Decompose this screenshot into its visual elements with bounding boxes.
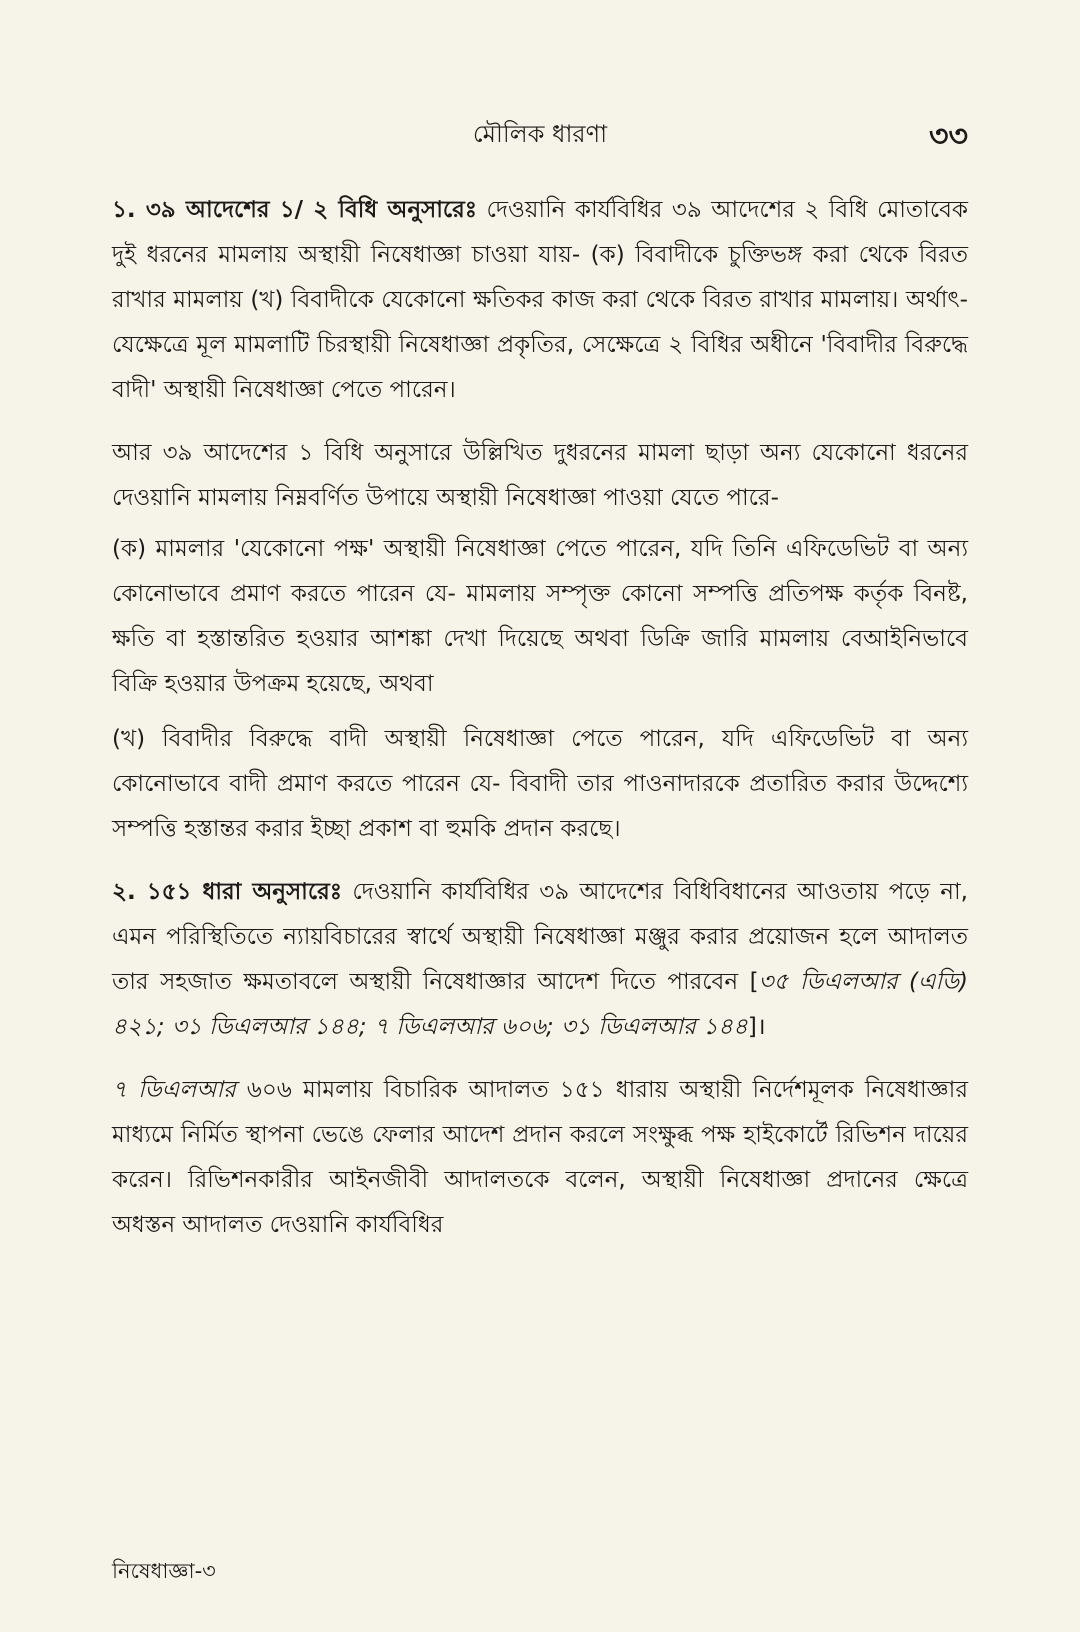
running-title: মৌলিক ধারণা xyxy=(472,120,608,148)
case-citation: ৭ ডিএলআর xyxy=(112,1077,236,1103)
paragraph-text: (খ) বিবাদীর বিরুদ্ধে বাদী অস্থায়ী নিষেধাজ্ঞা পেতে পারেন, যদি এফিডেভিট বা অন্য কোনোভাবে বাদী প্রমাণ করতে পারেন যে- বিবাদী তার পাওনাদারকে প্রতারিত করার উদ্দেশ্যে সম্পত্তি হস্তান্তর করার ইচ্ছা প্রকাশ বা হুমকি প্রদান করছে। xyxy=(112,726,968,842)
page-header xyxy=(112,112,968,152)
paragraph-text: দেওয়ানি কার্যবিধির ৩৯ আদেশের ২ বিধি মোতাবেক দুই ধরনের মামলায় অস্থায়ী নিষেধাজ্ঞা চাওয়া যায়- (ক) বিবাদীকে চুক্তিভঙ্গ করা থেকে বিরত রাখার মামলায় (খ) বিবাদীকে যেকোনো ক্ষতিকর কাজ করা থেকে বিরত রাখার মামলায়। অর্থাৎ- যেক্ষেত্রে মূল মামলাটি চিরস্থায়ী নিষেধাজ্ঞা প্রকৃতির, সেক্ষেত্রে ২ বিধির অধীনে 'বিবাদীর বিরুদ্ধে বাদী' অস্থায়ী নিষেধাজ্ঞা পেতে পারেন। xyxy=(112,197,968,403)
paragraph-rule-39-2 xyxy=(112,188,968,413)
section-heading-1: ১. ৩৯ আদেশের ১/ ২ বিধি অনুসারেঃ xyxy=(112,197,478,223)
paragraph-text-tail: ]। xyxy=(747,1014,766,1040)
footer-signature: নিষেধাজ্ঞা-৩ xyxy=(112,1559,216,1583)
page-body xyxy=(112,188,968,1266)
paragraph-text: দেওয়ানি কার্যবিধির ৩৯ আদেশের বিধিবিধানের আওতায় পড়ে না, এমন পরিস্থিতিতে ন্যায়বিচারের স্বার্থে অস্থায়ী নিষেধাজ্ঞা মঞ্জুর করার প্রয়োজন হলে আদালত তার সহজাত ক্ষমতাবলে অস্থায়ী নিষেধাজ্ঞার আদেশ দিতে পারবেন [ xyxy=(112,879,968,995)
paragraph-text: (ক) মামলার 'যেকোনো পক্ষ' অস্থায়ী নিষেধাজ্ঞা পেতে পারেন, যদি তিনি এফিডেভিট বা অন্য কোনোভাবে প্রমাণ করতে পারেন যে- মামলায় সম্পৃক্ত কোনো সম্পত্তি প্রতিপক্ষ কর্তৃক বিনষ্ট, ক্ষতি বা হস্তান্তরিত হওয়ার আশঙ্কা দেখা দিয়েছে অথবা ডিক্রি জারি মামলায় বেআইনিভাবে বিক্রি হওয়ার উপক্রম হয়েছে, অথবা xyxy=(112,536,968,697)
page-number: ৩৩ xyxy=(928,119,968,154)
paragraph-rule-39-1-intro xyxy=(112,431,968,521)
list-item-ka xyxy=(112,527,968,707)
section-heading-2: ২. ১৫১ ধারা অনুসারেঃ xyxy=(112,879,343,905)
paragraph-text: আর ৩৯ আদেশের ১ বিধি অনুসারে উল্লিখিত দুধরনের মামলা ছাড়া অন্য যেকোনো ধরনের দেওয়ানি মামলায় নিম্নবর্ণিত উপায়ে অস্থায়ী নিষেধাজ্ঞা পাওয়া যেতে পারে- xyxy=(112,440,968,511)
paragraph-case-7-dlr xyxy=(112,1068,968,1248)
list-item-kha xyxy=(112,717,968,852)
paragraph-section-151 xyxy=(112,870,968,1050)
paragraph-text: ৬০৬ মামলায় বিচারিক আদালত ১৫১ ধারায় অস্থায়ী নির্দেশমূলক নিষেধাজ্ঞার মাধ্যমে নির্মিত স্থাপনা ভেঙে ফেলার আদেশ প্রদান করলে সংক্ষুব্ধ পক্ষ হাইকোর্টে রিভিশন দায়ের করেন। রিভিশনকারীর আইনজীবী আদালতকে বলেন, অস্থায়ী নিষেধাজ্ঞা প্রদানের ক্ষেত্রে অধস্তন আদালত দেওয়ানি কার্যবিধির xyxy=(112,1077,968,1238)
case-citations: ৩৫ ডিএলআর (এডি) ৪২১; ৩১ ডিএলআর ১৪৪; ৭ ডিএলআর ৬০৬; ৩১ ডিএলআর ১৪৪ xyxy=(112,969,969,1040)
